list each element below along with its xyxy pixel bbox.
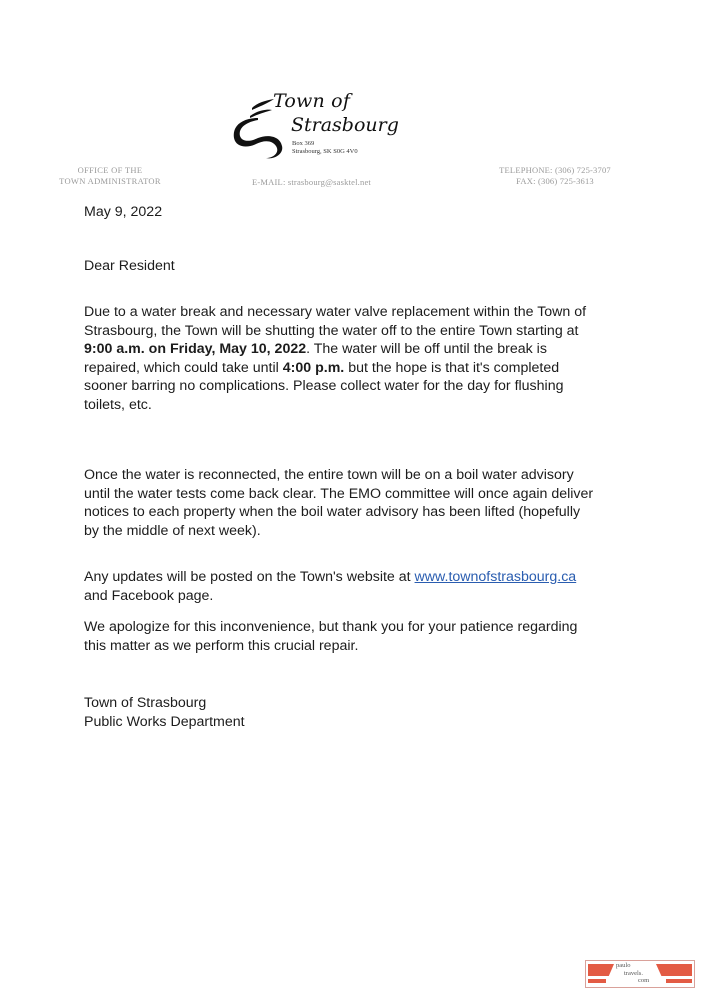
phone-fax-contact (470, 165, 640, 187)
watermark-line-1: paulo (616, 962, 631, 969)
town-logo (228, 90, 428, 165)
phone-number: (306) 725-3707 (554, 165, 611, 175)
p1-end-time: 4:00 p.m. (282, 359, 345, 376)
paragraph-updates (84, 568, 594, 605)
paragraph-water-shutoff (84, 303, 594, 414)
watermark-text (614, 962, 664, 985)
email-label: E-MAIL: (252, 177, 286, 187)
watermark-bar (588, 964, 614, 976)
signoff-line-1: Town of Strasbourg (84, 695, 207, 711)
office-line-1: OFFICE OF THE (77, 165, 143, 175)
town-website-link[interactable]: www.townofstrasbourg.ca (414, 569, 577, 585)
address-line-2: Strasbourg, SK S0G 4V0 (292, 148, 358, 155)
paragraph-boil-advisory: Once the water is reconnected, the entire town will be on a boil water advisory until the water tests come back clear. The EMO committee will once again deliver notices to each property when the boil water advisory has been lifted (hopefully by the middle of next week). (84, 467, 594, 539)
fax-number: (306) 725-3613 (537, 176, 594, 186)
signoff-line-2: Public Works Department (84, 713, 245, 730)
logo-title-town-of: Town of (273, 90, 351, 112)
salutation: Dear Resident (84, 258, 175, 274)
letter-date: May 9, 2022 (84, 204, 163, 220)
watermark-line-2: travels. (624, 969, 643, 977)
watermark-line-3: com (638, 977, 650, 984)
logo-title-strasbourg: Strasbourg (291, 114, 399, 136)
watermark-bar (666, 979, 692, 983)
p3-text-1: Any updates will be posted on the Town's website at (84, 569, 415, 585)
watermark-logo (585, 960, 695, 988)
phone-label: TELEPHONE: (499, 165, 553, 175)
email-address: strasbourg@sasktel.net (287, 177, 371, 187)
fax-row (470, 176, 640, 187)
email-contact (252, 177, 371, 187)
p3-text-2: and Facebook page. (84, 587, 214, 604)
p1-text-2: . The water will be off until the break is repaired, which could take until (84, 341, 547, 376)
phone-row (470, 165, 640, 176)
fax-label: FAX: (516, 176, 536, 186)
p1-text-3: but the hope is that it's completed sooner barring no complications. Please collect water for the day for flushing toilets, etc. (84, 359, 564, 413)
paragraph-apology: We apologize for this inconvenience, but thank you for your patience regarding this matter as we perform this crucial repair. (84, 619, 578, 654)
office-label (40, 165, 180, 187)
p1-shutoff-time: 9:00 a.m. on Friday, May 10, 2022 (84, 341, 307, 357)
office-line-2: TOWN ADMINISTRATOR (59, 176, 161, 186)
watermark-bar (588, 979, 606, 983)
p1-text-1: Due to a water break and necessary water valve replacement within the Town of Strasbourg, the Town will be shutting the water off to the entire Town starting at (84, 304, 587, 339)
signoff (84, 694, 384, 731)
address-line-1: Box 369 (292, 140, 315, 147)
letterhead (0, 0, 720, 200)
logo-address (292, 140, 358, 156)
